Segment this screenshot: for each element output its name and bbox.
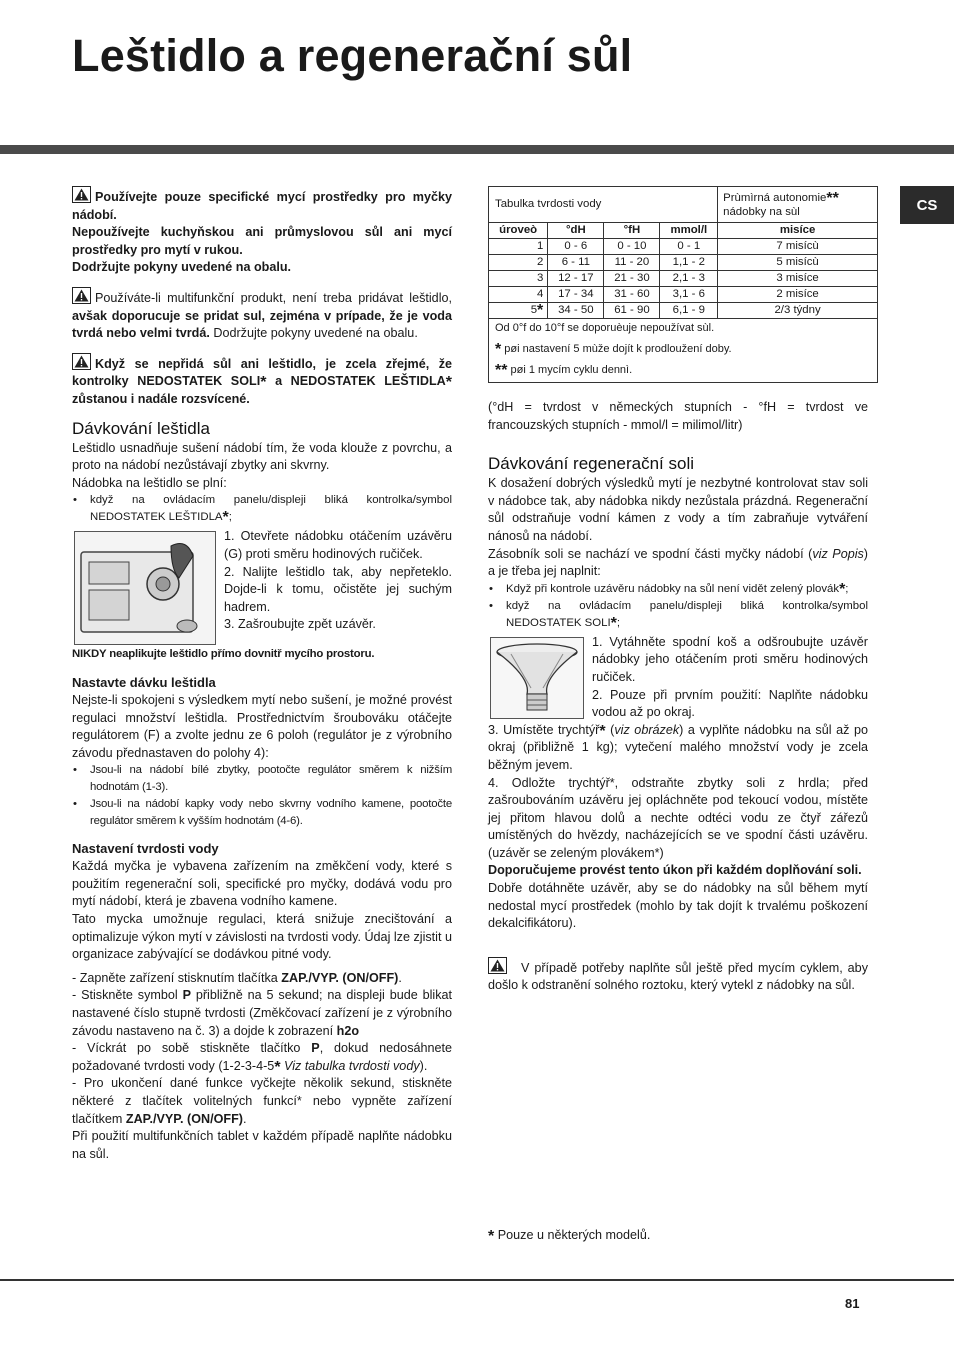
list-item: • když na ovládacím panelu/displeji bliká kontrolka/symbol NEDOSTATEK SOLI*; (488, 598, 868, 632)
warning-multifunction: Používáte-li multifunkční produkt, není treba pridávat leštidlo, avšak doporucuje se pridat sul, zejména v prípade, že je voda tvrdá nebo velmi tvrdá. Dodržujte pokyny uvedené na obalu. (72, 287, 452, 343)
rinse-intro: Leštidlo usnadňuje sušení nádobí tím, že voda klouže z povrchu, a proto na nádobí nezůstávají zbytky ani skvrny. (72, 440, 452, 473)
list-item: • Jsou-li na nádobí bílé zbytky, pootočte regulátor směrem k nižším hodnotám (1-3). (72, 762, 452, 796)
tablets-note: Při použití multifunkčních tablet v každém případě naplňte nádobku na sůl. (72, 1129, 452, 1161)
table-row: 1 0 - 6 0 - 10 0 - 1 7 misícù (489, 239, 878, 255)
hardness-step-4: - Pro ukončení dané funkce vyčkejte několik sekund, stiskněte některé z tlačítek volitelných funkcí* nebo vypněte zařízení tlačítkem ZAP./VYP. (ON/OFF). (72, 1076, 452, 1126)
hardness-p1: Každá myčka je vybavena zařízením na změkčení vody, které s použitím regenerační soli, specifické pro myčky, dodává vodu pro mytí nádobí, která je zbavena vodního kamene. (72, 859, 452, 909)
rinse-step-1: 1. Otevřete nádobku otáčením uzávěru (G) proti směru hodinových ručiček. (224, 529, 452, 561)
salt-bullets (488, 581, 868, 632)
table-row: 4 17 - 34 31 - 60 3,1 - 6 2 misíce (489, 287, 878, 303)
salt-step-4: 4. Odložte trychtýř*, odstraňte zbytky soli z hrdla; před zašroubováním uzávěru jej opláchněte pod tekoucí vodou, místěte jej přitom hlavou dolů a nechte odtéci vodu ze čtyř zářezů umístěných do hvězdy, nacházejících se ve spodní části uzávěru. (uzávěr se zeleným plovákem*) (488, 775, 868, 860)
section-title-salt: Dávkování regenerační soli (488, 454, 695, 474)
dose-bullets (72, 762, 452, 830)
rinse-fill-when: Nádobka na leštidlo se plní: (72, 475, 227, 490)
salt-step-2: 2. Pouze při prvním použití: Naplňte nádobku vodou až po okraj. (592, 687, 868, 720)
footer-line (0, 1279, 954, 1281)
units-legend: (°dH = tvrdost v německých stupních - °fH = tvrdost ve francouzských stupních - mmol/l = milimol/litr) (488, 400, 868, 432)
warning-icon (72, 186, 91, 203)
table-row: 2 6 - 11 11 - 20 1,1 - 2 5 misícù (489, 255, 878, 271)
dose-text: Nejste-li spokojeni s výsledkem mytí nebo sušení, je možné provést regulaci množství leštidla. Prostřednictvím šroubováku otáčejte regulátorem (F) a zvolte jednu ze 6 poloh (regulátor je z výrobního závodu přednastaven do polohy 4): (72, 692, 452, 760)
table-title: Tabulka tvrdosti vody (489, 187, 718, 223)
section-title-rinse-aid: Dávkování leštidla (72, 418, 210, 438)
salt-warning: V případě potřeby naplňte sůl ještě před mycím cyklem, aby došlo k odstranění solného roztoku, který vytekl z nádobky na sůl. (488, 957, 868, 995)
water-hardness-table (488, 186, 878, 383)
warning-detergents: Používejte pouze specifické mycí prostředky pro myčky nádobí. Nepoužívejte kuchyňskou ani průmyslovou sůl ani mycí prostředky pro mytí v rukou. Dodržujte pokyny uvedené na obalu. (72, 186, 452, 277)
table-autonomy-header: Prùmìrná autonomie** nádobky na sùl (718, 187, 878, 223)
salt-tighten: Dobře dotáhněte uzávěr, aby se do nádobky na sůl během mytí nedostal mycí prostředek (mohlo by tak dojít k trvalému poškození dekalcifikátoru). (488, 881, 868, 931)
rinse-step-3: 3. Zašroubujte zpět uzávěr. (224, 617, 376, 632)
hardness-step-3: - Víckrát po sobě stiskněte tlačítko P, dokud nedosáhnete požadované tvrdosti vody (1-2-3-4-5* Viz tabulka tvrdosti vody). (72, 1041, 453, 1076)
page-number: 81 (845, 1296, 860, 1311)
list-item: • Jsou-li na nádobí kapky vody nebo skvrny vodního kamene, pootočte regulátor směrem k vyšším hodnotám (4-6). (72, 796, 452, 830)
salt-location: Zásobník soli se nachází ve spodní části myčky nádobí (viz Popis) a je třeba jej naplnit: (488, 546, 868, 579)
warning-icon (488, 957, 507, 974)
salt-recommendation: Doporučujeme provést tento úkon při každém doplňování soli. (488, 863, 862, 878)
rinse-aid-dispenser-figure (74, 531, 216, 645)
section-title-dose: Nastavte dávku leštidla (72, 674, 216, 690)
rinse-bullets (72, 492, 452, 526)
warning-indicators: Když se nepřidá sůl ani leštidlo, je zcela zřejmé, že kontrolky NEDOSTATEK SOLI* a NEDOSTATEK LEŠTIDLA* zůstanou i nadále rozsvícené. (72, 353, 452, 409)
salt-step-1: 1. Vytáhněte spodní koš a odšroubujte uzávěr nádobky jeho otáčením proti směru hodinových ručiček. (592, 634, 868, 684)
table-notes: Od 0°f do 10°f se doporuèuje nepoužívat sùl. * pøi nastavení 5 mùže dojít k prodloužení doby. ** pøi 1 mycím cyklu dennì. (489, 319, 878, 383)
table-row: 5* 34 - 50 61 - 90 6,1 - 9 2/3 týdny (489, 303, 878, 319)
hardness-step-2: - Stiskněte symbol P přibližně na 5 sekund; na displeji bude blikat nastavené číslo stupně tvrdosti (Změkčovací zařízení je z výrobního závodu nastaveno na č. 3) a dojde k zobrazení h2o (72, 988, 453, 1038)
table-header-row: úroveò °dH °fH mmol/l misíce (489, 223, 878, 239)
rinse-step-2: 2. Nalijte leštidlo tak, aby nepřeteklo. Dojde-li k tomu, očistěte jej suchým hadrem. (224, 564, 452, 614)
page-title: Leštidlo a regenerační sůl (72, 30, 633, 81)
hardness-step-1: - Zapněte zařízení stisknutím tlačítka ZAP./VYP. (ON/OFF). (72, 970, 402, 985)
rinse-never-warning: NIKDY neaplikujte leštidlo přímo dovnitř mycího prostoru. (72, 648, 375, 661)
list-item: • když na ovládacím panelu/displeji bliká kontrolka/symbol NEDOSTATEK LEŠTIDLA*; (72, 492, 452, 526)
salt-intro: K dosažení dobrých výsledků mytí je nezbytné kontrolovat stav soli v nádobce tak, aby nádobka nikdy nezůstala prázdná. Regenerační sůl odstraňuje vodní kámen z vody a tím zabraňuje vytváření nánosů na nádobí. (488, 476, 868, 543)
hardness-p2: Tato mycka umožnuje regulaci, která snižuje znecištování a optimalizuje výkon mytí v závislosti na tvrdosti vody. Údaj lze zjistit u organizace zabývající se dodávkou pitné vody. (72, 912, 452, 962)
language-tab: CS (900, 186, 954, 224)
salt-funnel-figure (490, 637, 584, 719)
warning-icon (72, 353, 91, 370)
footnote: * Pouze u některých modelů. (488, 1228, 651, 1245)
warning-icon (72, 287, 91, 304)
list-item: • Když při kontrole uzávěru nádobky na sůl není vidět zelený plovák*; (488, 581, 868, 598)
table-row: 3 12 - 17 21 - 30 2,1 - 3 3 misíce (489, 271, 878, 287)
salt-step-3: 3. Umístěte trychtýř* (viz obrázek) a vyplňte nádobku na sůl až po okraj (přibližně 1 kg); vytečení malého množství vody je zcela běžným jevem. (488, 722, 868, 772)
right-column (488, 186, 868, 995)
section-title-water-hardness: Nastavení tvrdosti vody (72, 841, 219, 857)
left-column (72, 186, 452, 1163)
header-bar (0, 145, 954, 154)
